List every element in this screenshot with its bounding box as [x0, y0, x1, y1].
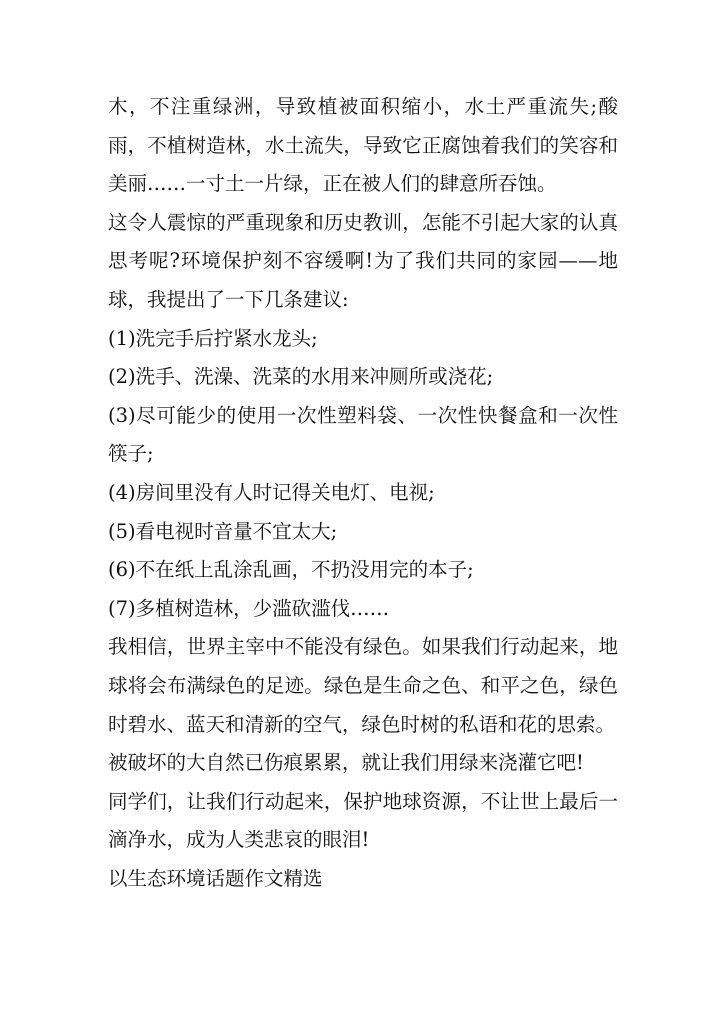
suggestion-item-6: (6)不在纸上乱涂乱画，不扔没用完的本子; [108, 558, 474, 582]
paragraph-belief: 我相信，世界主宰中不能没有绿色。如果我们行动起来，地球将会布满绿色的足迹。绿色是生命之色、和平之色，绿色时碧水、蓝天和清新的空气，绿色时树的私语和花的思索。 [108, 635, 618, 736]
suggestion-item-7: (7)多植树造林，少滥砍滥伐…… [108, 596, 390, 620]
paragraph-proposal-lead: 这令人震惊的严重现象和历史教训，怎能不引起大家的认真思考呢?环境保护刻不容缓啊!为了我们共同的家园——地球，我提出了一下几条建议: [108, 210, 618, 311]
suggestion-item-4: (4)房间里没有人时记得关电灯、电视; [108, 480, 435, 504]
next-essay-title: 以生态环境话题作文精选 [108, 866, 323, 890]
suggestion-item-3: (3)尽可能少的使用一次性塑料袋、一次性快餐盒和一次性筷子; [108, 403, 618, 466]
document-body [108, 88, 618, 898]
paragraph-call-to-action: 同学们，让我们行动起来，保护地球资源，不让世上最后一滴净水，成为人类悲哀的眼泪! [108, 789, 618, 852]
suggestion-item-1: (1)洗完手后拧紧水龙头; [108, 326, 318, 350]
paragraph-intro-continuation: 木，不注重绿洲，导致植被面积缩小，水土严重流失;酸雨，不植树造林，水土流失，导致它正腐蚀着我们的笑容和美丽……一寸土一片绿，正在被人们的肆意所吞蚀。 [108, 95, 618, 196]
suggestion-item-2: (2)洗手、洗澡、洗菜的水用来冲厕所或浇花; [108, 365, 494, 389]
paragraph-damaged-nature: 被破坏的大自然已伤痕累累，就让我们用绿来浇灌它吧! [108, 751, 584, 775]
suggestion-item-5: (5)看电视时音量不宜太大; [108, 519, 338, 543]
